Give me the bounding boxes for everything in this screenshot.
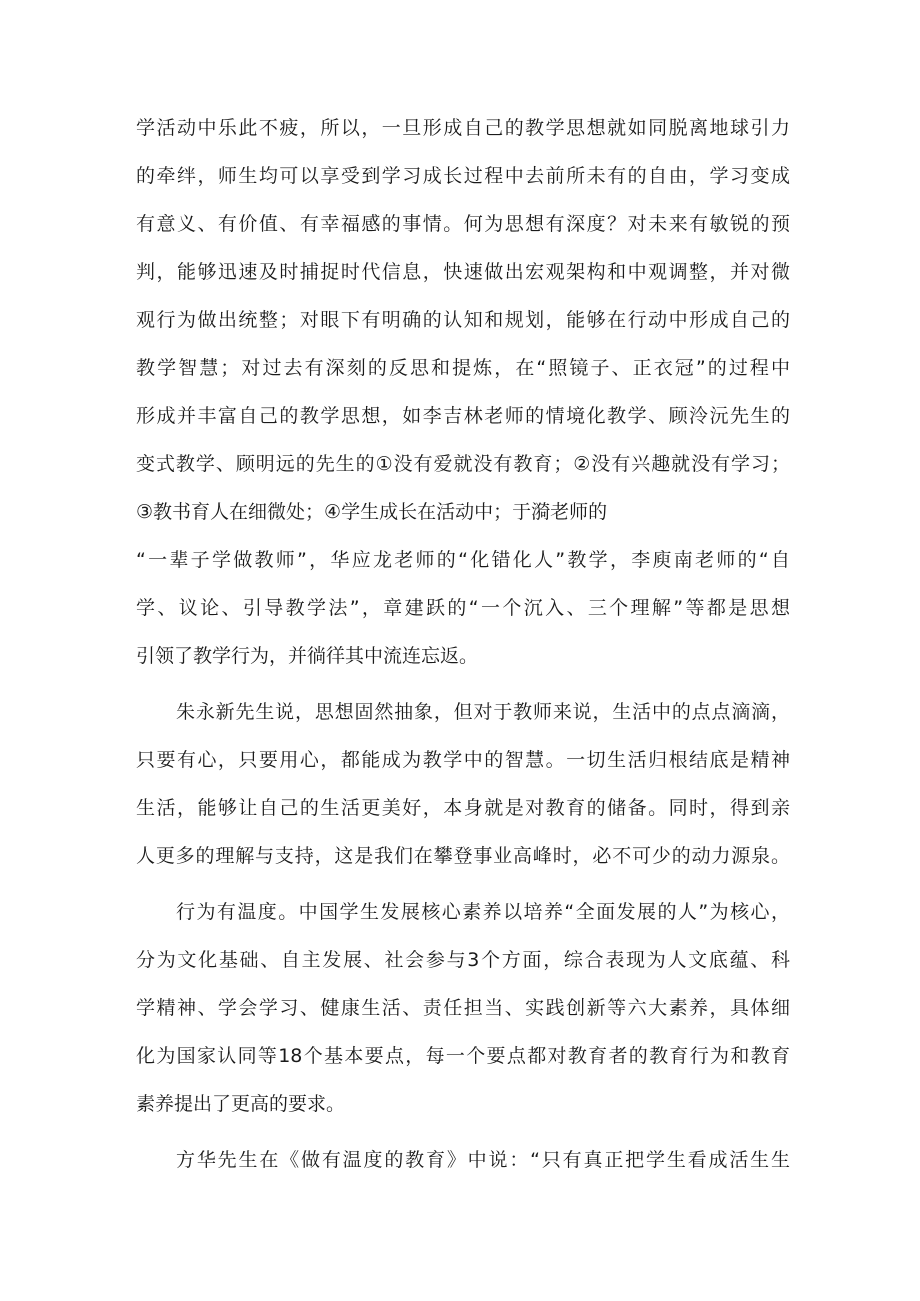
text-line-6: 教学智慧；对过去有深刻的反思和提炼，在“照镜子、正衣冠”的过程中 (136, 357, 790, 379)
text-line-11: 学、议论、引导教学法”，章建跃的“一个沉入、三个理解”等都是思想 (136, 597, 790, 619)
text-line-3: 有意义、有价值、有幸福感的事情。何为思想有深度？对未来有敏锐的预 (136, 213, 790, 235)
text-line-18: 分为文化基础、自主发展、社会参与3个方面，综合表现为人文底蕴、科 (136, 949, 790, 971)
text-line-20: 化为国家认同等18个基本要点，每一个要点都对教育者的教育行为和教育 (136, 1045, 790, 1067)
text-line-22: 方华先生在《做有温度的教育》中说：“只有真正把学生看成活生生 (176, 1149, 790, 1171)
text-line-15: 生活，能够让自己的生活更美好，本身就是对教育的储备。同时，得到亲 (136, 797, 790, 819)
text-line-10: “一辈子学做教师”，华应龙老师的“化错化人”教学，李庾南老师的“自 (136, 549, 790, 571)
text-line-2: 的牵绊，师生均可以享受到学习成长过程中去前所未有的自由，学习变成 (136, 165, 790, 187)
text-line-7: 形成并丰富自己的教学思想，如李吉林老师的情境化教学、顾泠沅先生的 (136, 405, 790, 427)
text-line-16: 人更多的理解与支持，这是我们在攀登事业高峰时，必不可少的动力源泉。 (136, 845, 790, 867)
text-line-14: 只要有心，只要用心，都能成为教学中的智慧。一切生活归根结底是精神 (136, 749, 790, 771)
text-line-21: 素养提出了更高的要求。 (136, 1093, 346, 1115)
text-line-1: 学活动中乐此不疲，所以，一旦形成自己的教学思想就如同脱离地球引力 (136, 117, 790, 139)
text-line-4: 判，能够迅速及时捕捉时代信息，快速做出宏观架构和中观调整，并对微 (136, 261, 790, 283)
text-line-5: 观行为做出统整；对眼下有明确的认知和规划，能够在行动中形成自己的 (136, 309, 790, 331)
text-line-9: ③教书育人在细微处；④学生成长在活动中；于漪老师的 (136, 501, 608, 523)
text-line-12: 引领了教学行为，并徜徉其中流连忘返。 (136, 645, 479, 667)
text-line-19: 学精神、学会学习、健康生活、责任担当、实践创新等六大素养，具体细 (136, 997, 790, 1019)
text-line-17: 行为有温度。中国学生发展核心素养以培养“全面发展的人”为核心， (176, 901, 790, 923)
text-line-8: 变式教学、顾明远的先生的①没有爱就没有教育；②没有兴趣就没有学习； (136, 453, 790, 475)
text-line-13: 朱永新先生说，思想固然抽象，但对于教师来说，生活中的点点滴滴， (176, 701, 790, 723)
